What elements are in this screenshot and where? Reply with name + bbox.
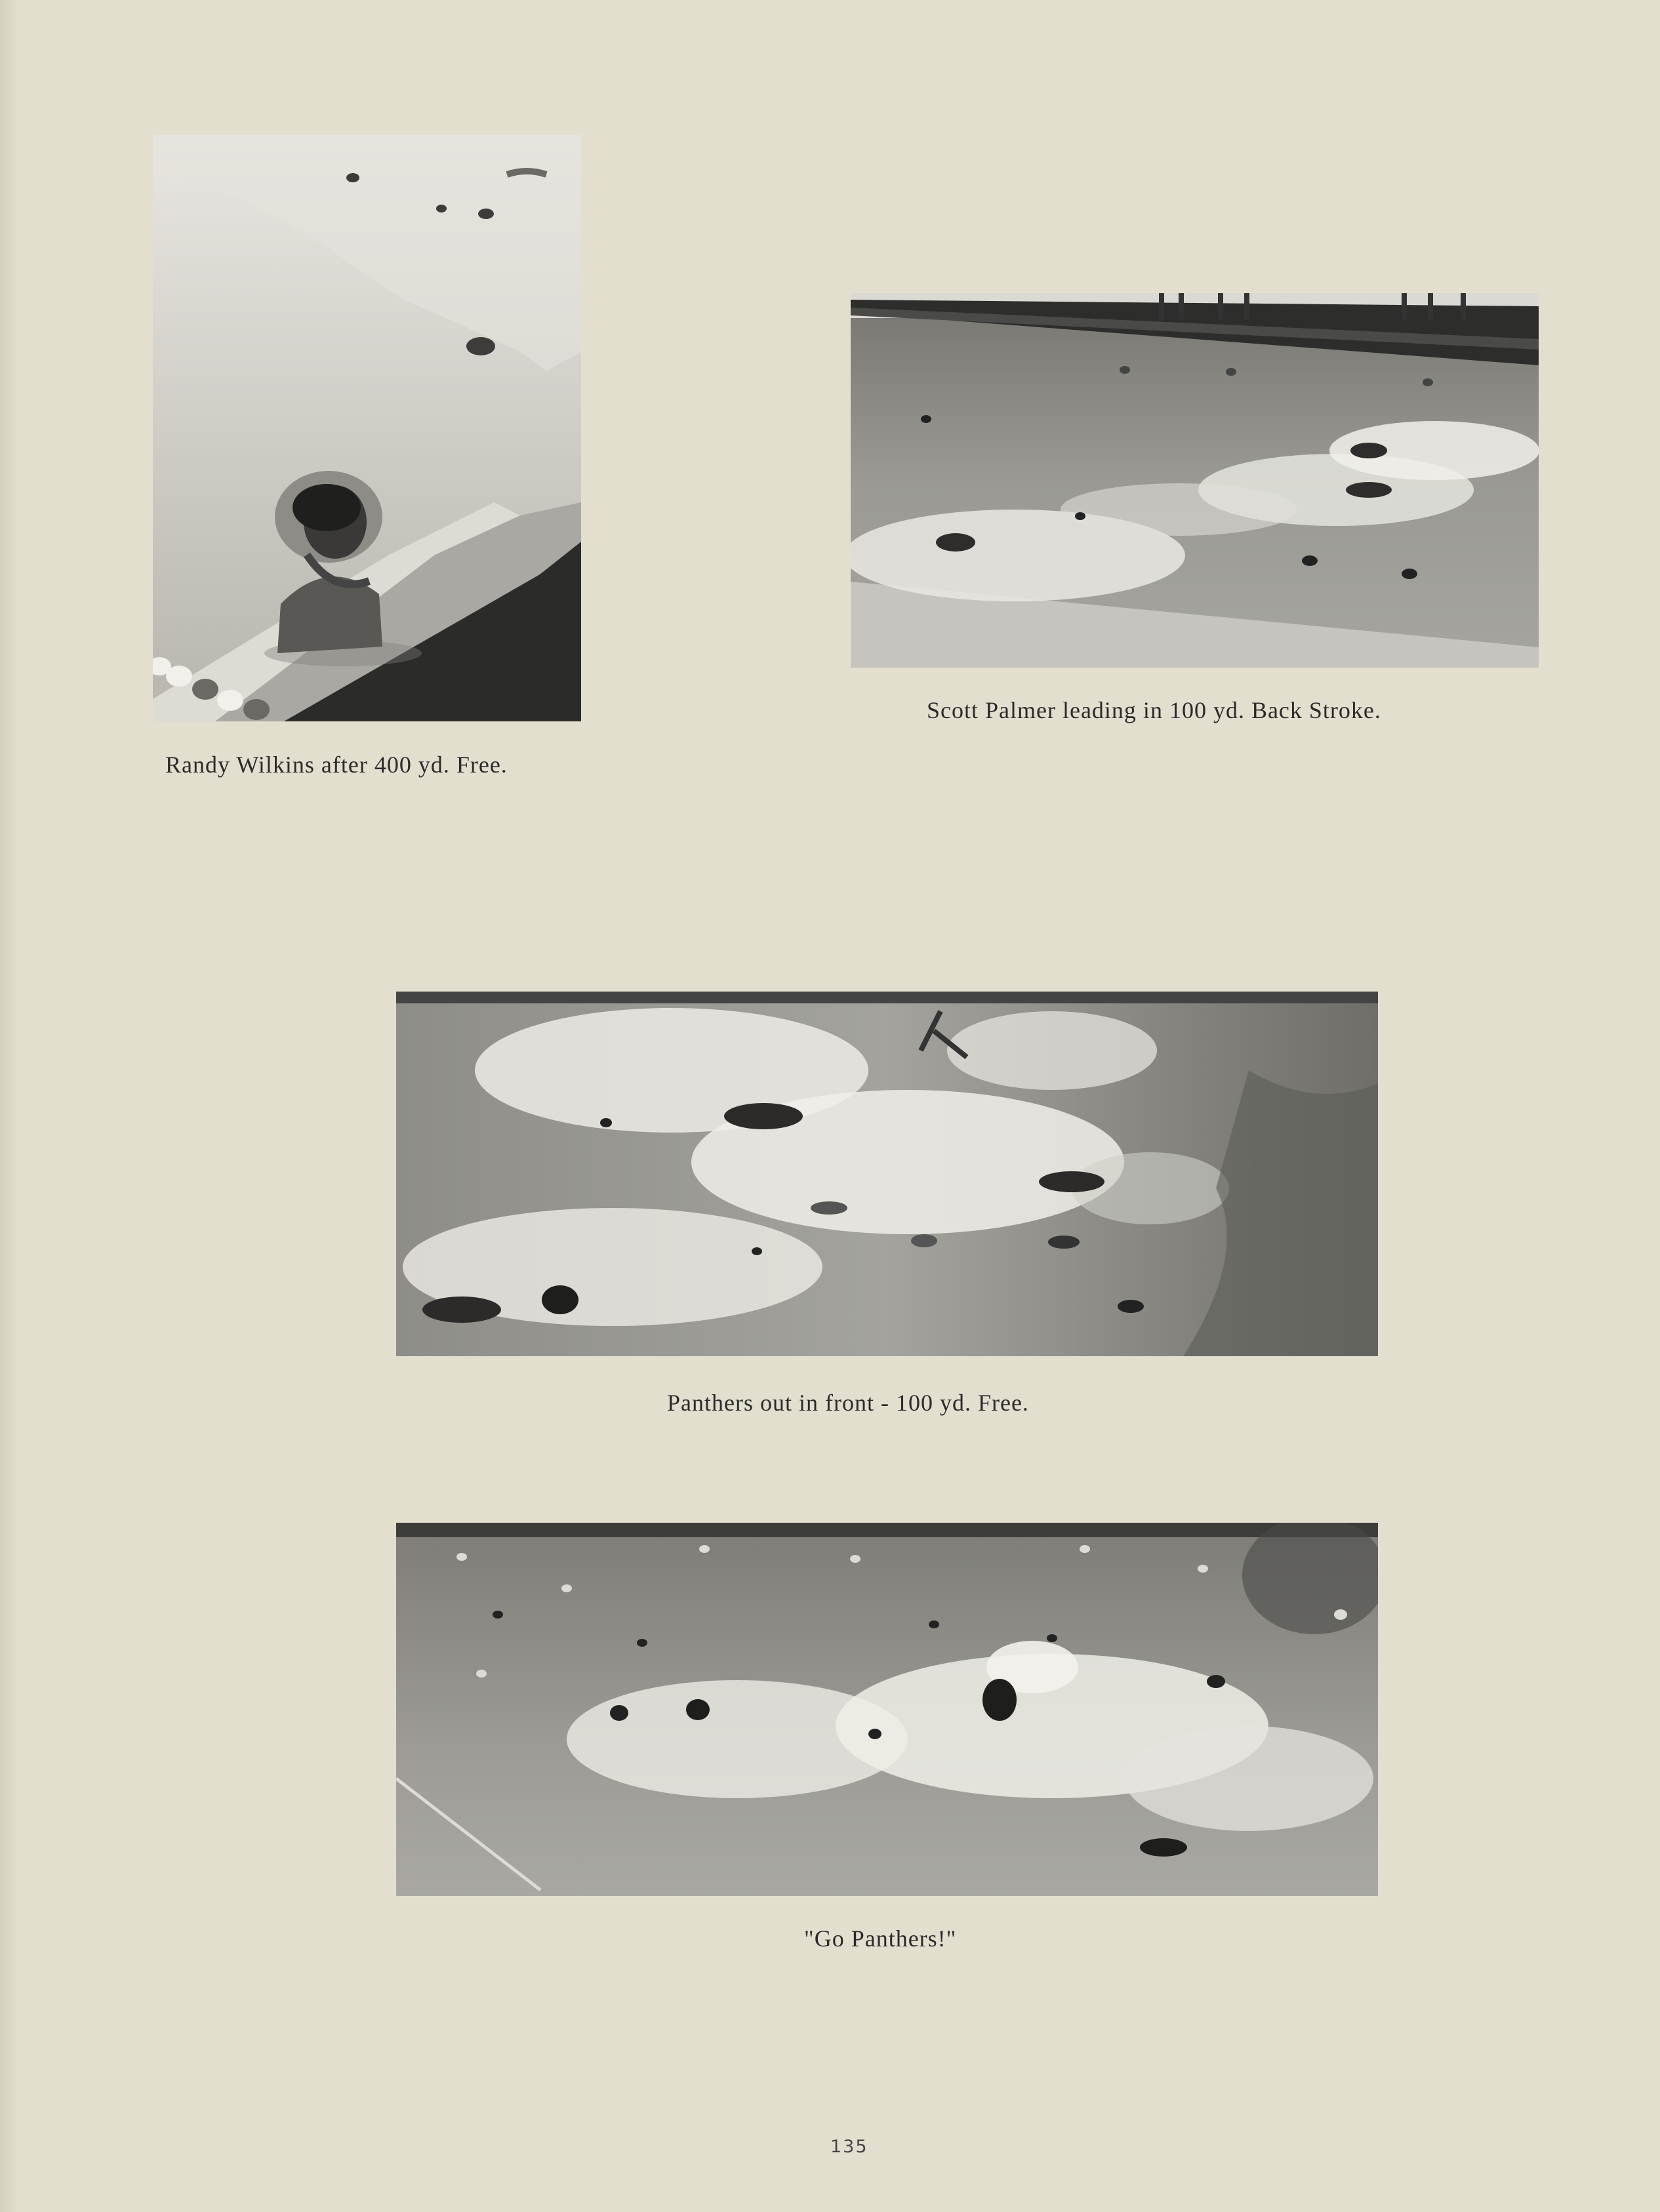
caption-scott-palmer: Scott Palmer leading in 100 yd. Back Stroke. xyxy=(927,697,1381,723)
photo-panthers-freestyle xyxy=(396,992,1378,1356)
photo-scott-palmer-backstroke xyxy=(851,293,1539,668)
page-binding-edge xyxy=(0,0,18,2212)
caption-go-panthers: "Go Panthers!" xyxy=(804,1925,957,1952)
photo-go-panthers xyxy=(396,1523,1378,1896)
photo-randy-wilkins xyxy=(153,135,581,721)
caption-randy-wilkins: Randy Wilkins after 400 yd. Free. xyxy=(165,752,508,778)
page-number: 135 xyxy=(830,2137,868,2157)
caption-panthers-out-in-front: Panthers out in front - 100 yd. Free. xyxy=(667,1390,1029,1416)
